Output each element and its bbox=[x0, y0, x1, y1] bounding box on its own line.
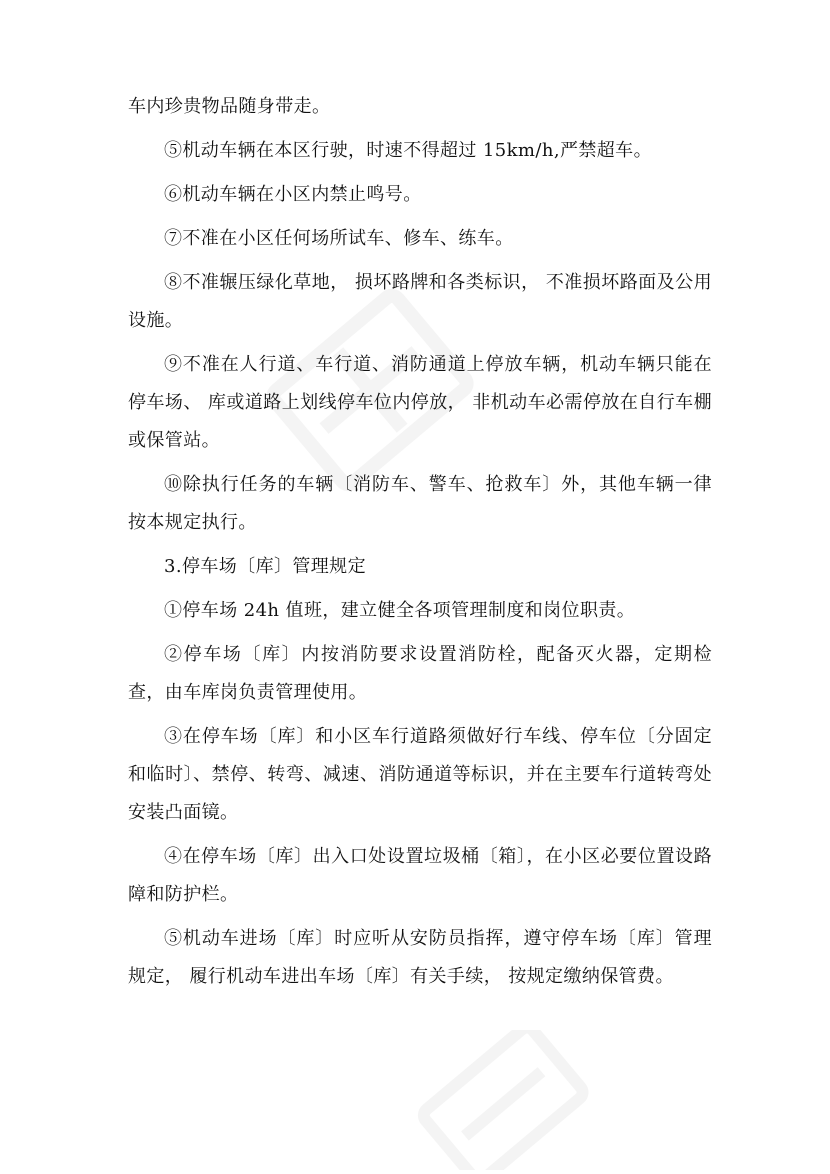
document-body bbox=[128, 88, 712, 1002]
paragraph-rule-9-parking: ⑨不准在人行道、车行道、消防通道上停放车辆，机动车辆只能在停车场、 库或道路上划线停车位内停放， 非机动车必需停放在自行车棚或保管站。 bbox=[128, 354, 712, 451]
paragraph-parking-5-entry: ⑤机动车进场〔库〕时应听从安防员指挥，遵守停车场〔库〕管理规定， 履行机动车进出车场〔库〕有关手续， 按规定缴纳保管费。 bbox=[128, 928, 712, 987]
paragraph-rule-5-speed-limit: ⑤机动车辆在本区行驶，时速不得超过 15km/h,严禁超车。 bbox=[164, 140, 652, 161]
paragraph-parking-1-duty: ①停车场 24h 值班，建立健全各项管理制度和岗位职责。 bbox=[164, 600, 636, 621]
paragraph-valuables: 车内珍贵物品随身带走。 bbox=[128, 96, 331, 117]
paragraph-rule-7-no-testing: ⑦不准在小区任何场所试车、修车、练车。 bbox=[164, 228, 514, 249]
section-heading-parking-rules: 3.停车场〔库〕管理规定 bbox=[164, 556, 366, 577]
paragraph-rule-8-no-damage: ⑧不准辗压绿化草地， 损坏路牌和各类标识， 不准损坏路面及公用设施。 bbox=[128, 272, 712, 331]
paragraph-rule-6-no-horn: ⑥机动车辆在小区内禁止鸣号。 bbox=[164, 184, 422, 205]
paragraph-parking-3-markings: ③在停车场〔库〕和小区车行道路须做好行车线、停车位〔分固定和临时〕、禁停、转弯、减速、消防通道等标识，并在主要车行道转弯处安装凸面镜。 bbox=[128, 726, 712, 823]
paragraph-rule-10-exceptions: ⑩除执行任务的车辆〔消防车、警车、抢救车〕外，其他车辆一律按本规定执行。 bbox=[128, 474, 712, 533]
paragraph-parking-4-bins: ④在停车场〔库〕出入口处设置垃圾桶〔箱〕，在小区必要位置设路障和防护栏。 bbox=[128, 846, 712, 905]
paragraph-parking-2-fire: ②停车场〔库〕内按消防要求设置消防栓，配备灭火器，定期检查，由车库岗负责管理使用。 bbox=[128, 644, 712, 703]
watermark-logo-bottom bbox=[400, 1030, 600, 1170]
